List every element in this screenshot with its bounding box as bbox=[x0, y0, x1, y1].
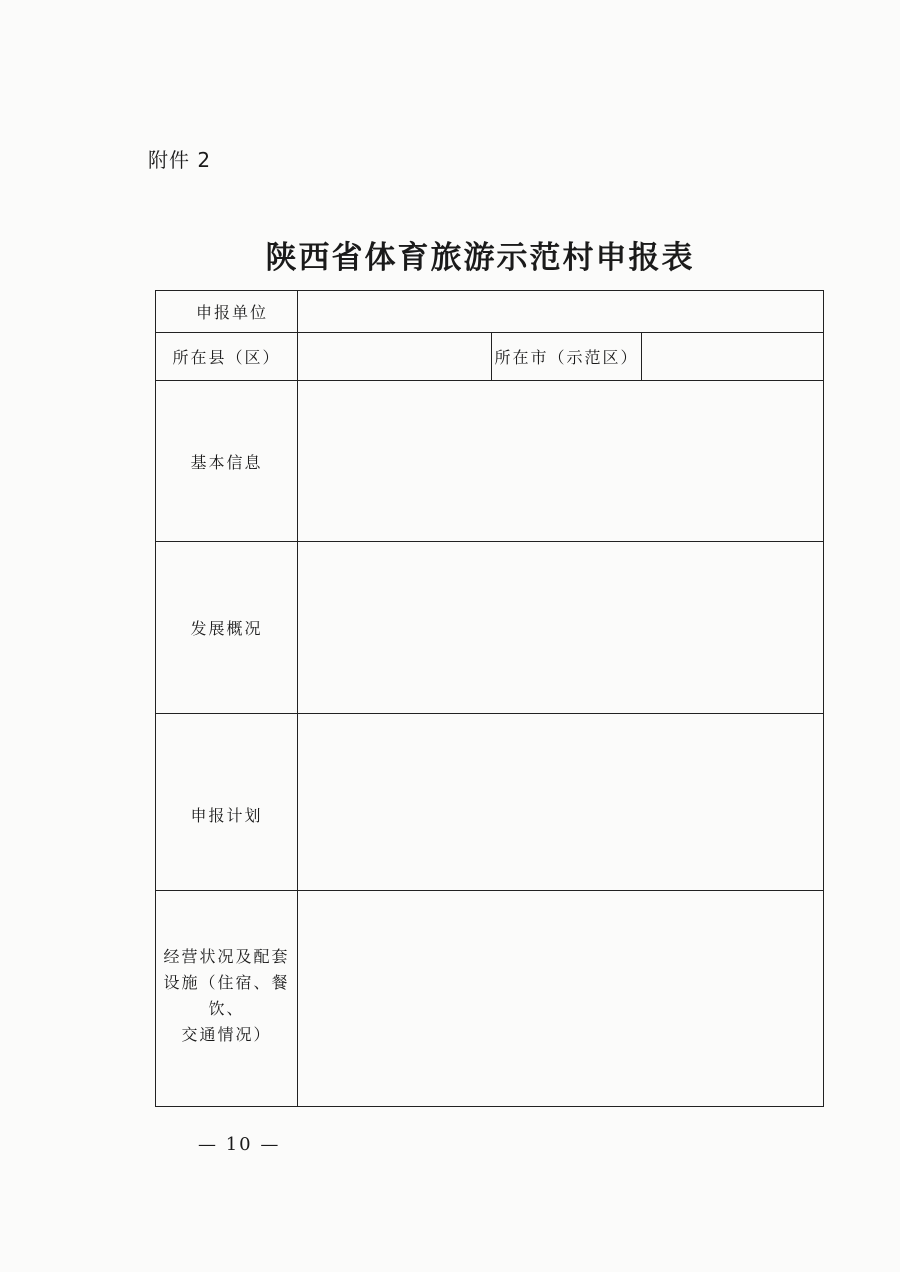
city-label: 所在市（示范区） bbox=[492, 333, 642, 381]
development-label: 发展概况 bbox=[156, 542, 298, 714]
operation-label-line1: 经营状况及配套 bbox=[163, 947, 290, 966]
application-form-table bbox=[155, 290, 824, 1107]
county-label: 所在县（区） bbox=[156, 333, 298, 381]
row-plan bbox=[156, 714, 824, 891]
row-location bbox=[156, 333, 824, 381]
development-value-cell[interactable] bbox=[298, 542, 824, 714]
attachment-label: 附件 2 bbox=[148, 148, 212, 172]
county-value-cell[interactable] bbox=[298, 333, 492, 381]
basic-info-label: 基本信息 bbox=[156, 381, 298, 542]
operation-label-line2: 设施（住宿、餐饮、 bbox=[163, 973, 290, 1018]
row-basic-info bbox=[156, 381, 824, 542]
row-operation bbox=[156, 891, 824, 1107]
page-number: — 10 — bbox=[198, 1134, 281, 1155]
row-applicant bbox=[156, 291, 824, 333]
city-value-cell[interactable] bbox=[642, 333, 824, 381]
operation-label-line3: 交通情况） bbox=[181, 1025, 272, 1044]
plan-value-cell[interactable] bbox=[298, 714, 824, 891]
form-title: 陕西省体育旅游示范村申报表 bbox=[265, 240, 695, 276]
applicant-label: 申报单位 bbox=[156, 291, 298, 333]
applicant-value-cell[interactable] bbox=[298, 291, 824, 333]
plan-label: 申报计划 bbox=[156, 714, 298, 891]
row-development bbox=[156, 542, 824, 714]
basic-info-value-cell[interactable] bbox=[298, 381, 824, 542]
operation-value-cell[interactable] bbox=[298, 891, 824, 1107]
operation-label bbox=[156, 891, 298, 1107]
